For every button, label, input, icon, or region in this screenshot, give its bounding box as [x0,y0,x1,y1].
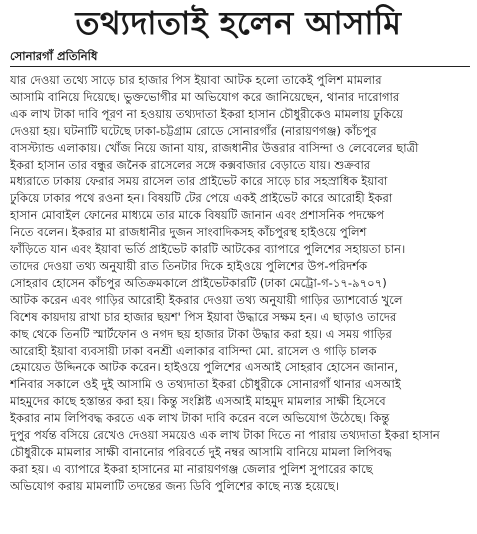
body-line: আরোহী ইয়াবা ব্যবসায়ী ঢাকা বনশ্রী এলাকার বাসিন্দা মো. রাসেল ও গাড়ি চালক [10,343,377,358]
body-line: যার দেওয়া তথ্যে সাড়ে চার হাজার পিস ইয়াবা আটক হলো তাকেই পুলিশ মামলার [10,73,382,87]
body-line: সোহরাব হোসেন কাঁচপুর অতিক্রমকালে প্রাইভেটকারটি (ঢাকা মেট্রো-গ-১৭-৯৭০৭) [10,275,387,290]
body-line: বাসস্ট্যান্ড এলাকায়। খোঁজ নিয়ে জানা যায়, রাজধানীর উত্তরার বাসিন্দা ও লেবেলের ছাত্রী [10,140,419,155]
article-body [10,72,470,534]
body-line: ফাঁড়িতে যান এবং ইয়াবা ভর্তি প্রাইভেট কারটি আটকের ব্যাপারে পুলিশের সহায়তা চান। [10,242,406,257]
body-line: মাহমুদের কাছে হস্তান্তর করা হয়। কিন্তু সংশ্লিষ্ট এসআই মাহমুদ মামলার সাক্ষী হিসেবে [10,394,386,409]
body-line: করা হয়। এ ব্যাপারে ইকরা হাসানের মা নারায়ণগঞ্জ জেলার পুলিশ সুপারের কাছে [10,461,373,476]
body-line: আটক করেন এবং গাড়ির আরোহী ইকরার দেওয়া তথ্য অনুযায়ী গাড়ির ড্যাশবোর্ড খুলে [10,292,403,307]
body-line: এক লাখ টাকা দাবি পূরণ না হওয়ায় তথ্যদাতা ইকরা হাসান চৌধুরীকেও মামলায় ঢুকিয়ে [10,106,404,121]
body-line: চৌধুরীকে মামলার সাক্ষী বানানোর পরিবর্তে দুই নম্বর আসামি বানিয়ে মামলা লিপিবদ্ধ [10,444,392,459]
body-line: দেওয়া হয়। ঘটনাটি ঘটেছে ঢাকা-চট্টগ্রাম রোডে সোনারগাঁর (নারায়ণগঞ্জ) কাঁচপুর [10,123,377,138]
body-line: নিতে বলেন। ইকরার মা রাজধানীর দুজন সাংবাদিকসহ কাঁচপুরস্থ হাইওয়ে পুলিশ [10,225,367,240]
body-line: দুপুর পর্যন্ত বসিয়ে রেখেও দেওয়া সময়েও এক লাখ টাকা দিতে না পারায় তথ্যদাতা ইকরা হাসান [10,428,440,443]
body-line: তাদের দেওয়া তথ্য অনুযায়ী রাত তিনটার দিকে হাইওয়ে পুলিশের উপ-পরিদর্শক [10,258,368,273]
body-line: ইকরা হাসান তার বন্ধুর জনৈক রাসেলের সঙ্গে কক্সবাজার বেড়াতে যায়। শুক্রবার [10,157,371,172]
body-line: হাসান মোবাইল ফোনের মাধ্যমে তার মাকে বিষয়টি জানান এবং প্রশাসনিক পদক্ষেপ [10,208,385,223]
body-line: অভিযোগ করায় মামলাটি তদন্তের জন্য ডিবি পুলিশের কাছে ন্যস্ত হয়েছে। [10,478,340,493]
article-paragraph [10,72,470,495]
byline-divider [10,66,470,67]
body-line: মধ্যরাতে ঢাকায় ফেরার সময় রাসেল তার প্রাইভেট কারে সাড়ে চার সহস্রাধিক ইয়াবা [10,174,388,189]
body-line: শনিবার সকালে ওই দুই আসামি ও তথ্যদাতা ইকরা চৌধুরীকে সোনারগাঁ থানার এসআই [10,377,401,392]
headline: তথ্যদাতাই হলেন আসামি [75,4,402,42]
body-line: ঢুকিয়ে ঢাকার পথে রওনা হন। বিষয়টি টের পেয়ে একই প্রাইভেট কারে আরোহী ইকরা [10,191,393,206]
body-line: ইকরার নাম লিপিবদ্ধ করতে এক লাখ টাকা দাবি করেন বলে অভিযোগ উঠেছে। কিন্তু [10,411,390,426]
body-line: কাছ থেকে তিনটি স্মার্টফোন ও নগদ ছয় হাজার টাকা উদ্ধার করা হয়। এ সময় গাড়ির [10,326,392,341]
body-line: আসামি বানিয়ে দিয়েছে। ভুক্তভোগীর মা অভিযোগ করে জানিয়েছেন, থানার দারোগার [10,89,400,104]
body-line: বিশেষ কায়দায় রাখা চার হাজার ছয়শ' পিস ইয়াবা উদ্ধারে সক্ষম হন। এ ছাড়াও তাদের [10,309,397,324]
body-line: হেমায়েত উদ্দিনকে আটক করেন। হাইওয়ে পুলিশের এসআই সোহরাব হোসেন জানান, [10,360,399,375]
byline: সোনারগাঁ প্রতিনিধি [10,49,98,63]
